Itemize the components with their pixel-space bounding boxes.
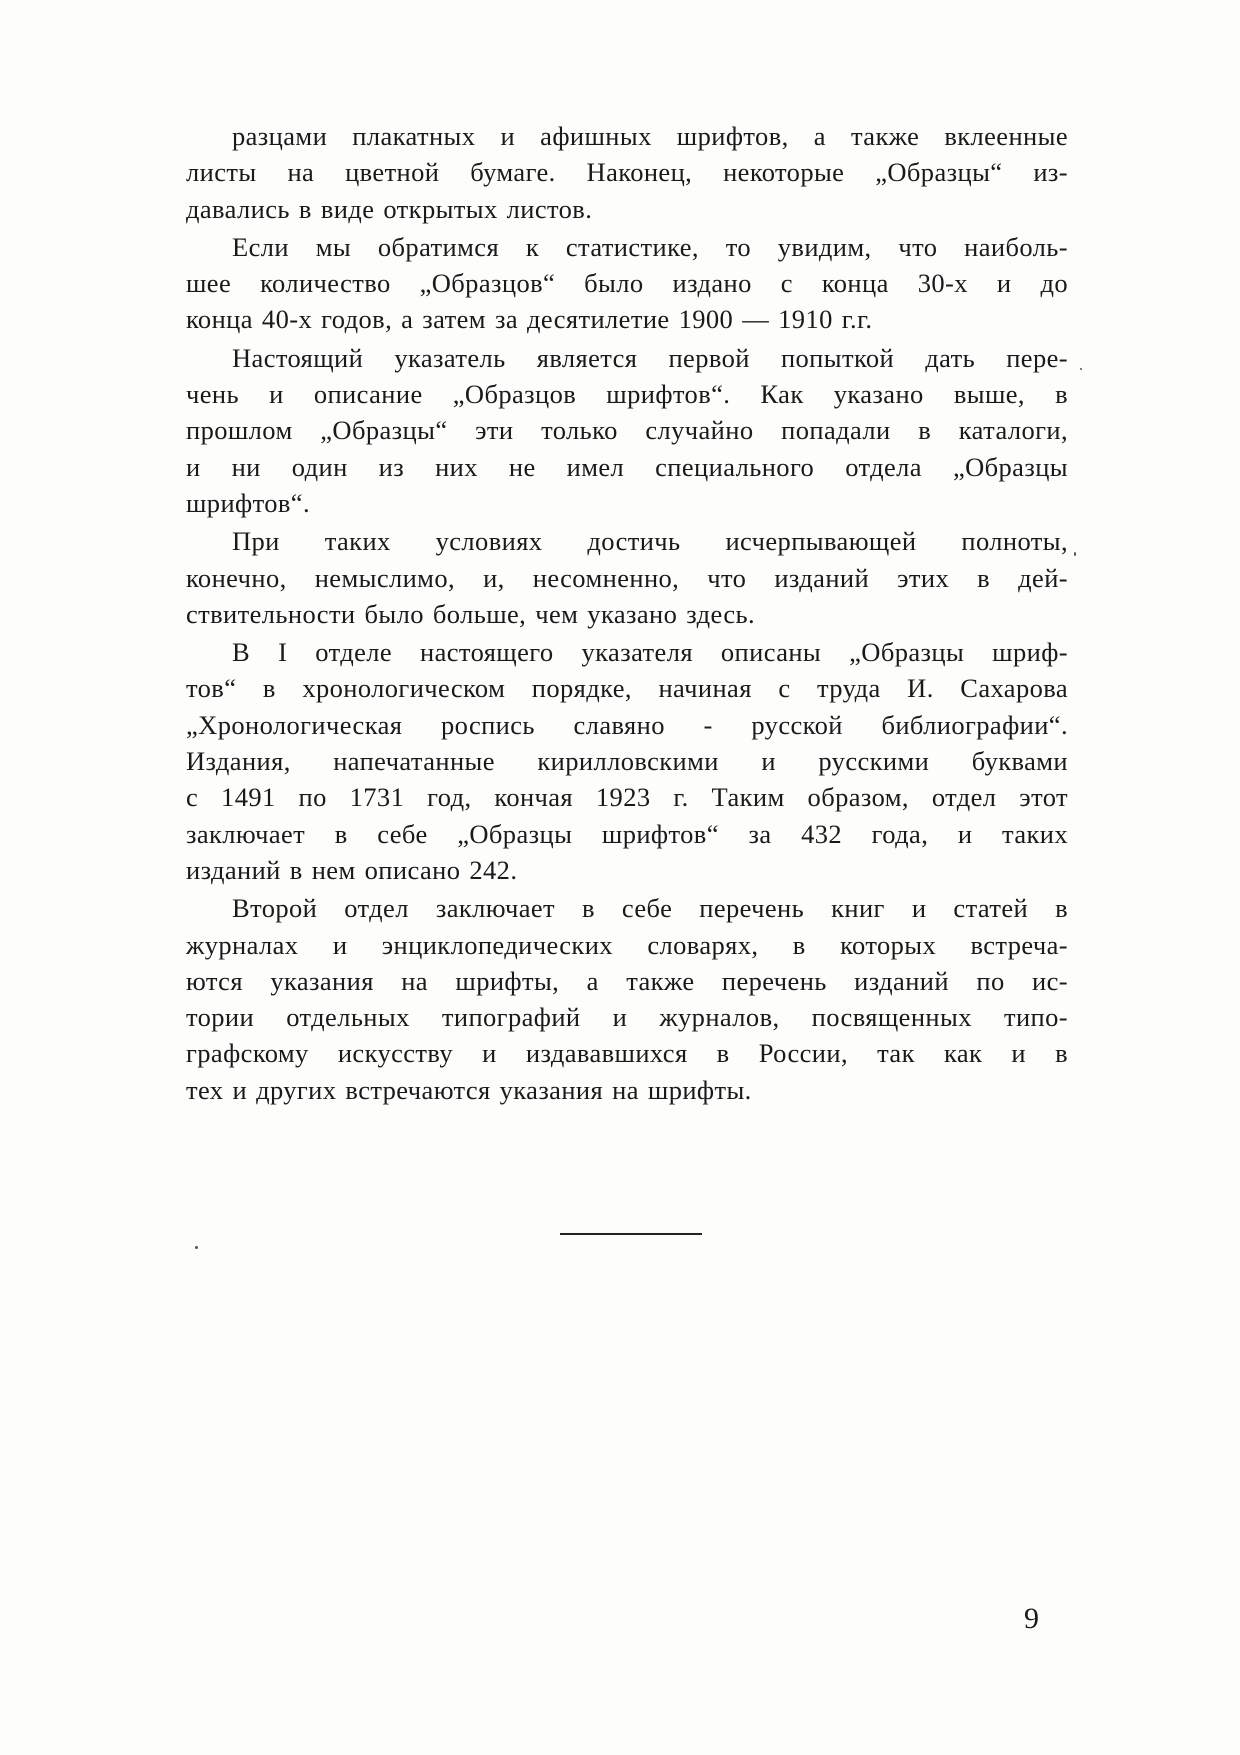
text-line: ются указания на шрифты, а также перечень изданий по ис-: [186, 965, 1068, 996]
text-line: шее количество „Образцов“ было издано с конца 30-х и до: [186, 268, 1068, 299]
text-line: тории отдельных типографий и журналов, посвященных типо-: [186, 1002, 1068, 1033]
text-line: листы на цветной бумаге. Наконец, некоторые „Образцы“ из-: [186, 157, 1068, 188]
text-line: „Хронологическая роспись славяно - русской библиографии“.: [186, 709, 1068, 740]
page-number: 9: [1024, 1602, 1039, 1635]
text-line: заключает в себе „Образцы шрифтов“ за 432 года, и таких: [186, 818, 1068, 849]
text-line: При таких условиях достичь исчерпывающей полноты,: [232, 526, 1068, 557]
text-line: и ни один из них не имел специального отдела „Образцы: [186, 451, 1068, 482]
text-line: прошлом „Образцы“ эти только случайно попадали в каталоги,: [186, 415, 1068, 446]
text-line: чень и описание „Образцов шрифтов“. Как указано выше, в: [186, 379, 1068, 410]
text-line: шрифтов“.: [186, 487, 310, 518]
scan-speck: [195, 1246, 198, 1249]
body-text: [186, 118, 1068, 1108]
text-line: графскому искусству и издававшихся в России, так как и в: [186, 1038, 1068, 1069]
text-line: Настоящий указатель является первой попыткой дать пере-: [232, 342, 1068, 373]
text-line: с 1491 по 1731 год, кончая 1923 г. Таким образом, отдел этот: [186, 782, 1068, 813]
text-line: Издания, напечатанные кирилловскими и русскими буквами: [186, 746, 1068, 777]
text-line: разцами плакатных и афишных шрифтов, а также вклеенные: [232, 121, 1068, 151]
scan-speck: [1080, 368, 1082, 370]
text-line: давались в виде открытых листов.: [186, 193, 593, 224]
section-divider: [560, 1233, 702, 1235]
text-line: изданий в нем описано 242.: [186, 854, 518, 885]
scan-speck: [1074, 552, 1076, 556]
text-line: тов“ в хронологическом порядке, начиная с труда И. Сахарова: [186, 673, 1068, 704]
text-line: журналах и энциклопедических словарях, в которых встреча-: [186, 929, 1068, 960]
text-line: Если мы обратимся к статистике, то увидим, что наиболь-: [232, 231, 1068, 262]
text-line: тех и других встречаются указания на шрифты.: [186, 1074, 752, 1105]
text-line: конечно, немыслимо, и, несомненно, что изданий этих в дей-: [186, 562, 1068, 593]
text-line: ствительности было больше, чем указано здесь.: [186, 598, 756, 629]
text-line: Второй отдел заключает в себе перечень книг и статей в: [232, 893, 1068, 924]
text-line: В I отделе настоящего указателя описаны „Образцы шриф-: [232, 637, 1068, 668]
text-line: конца 40-х годов, а затем за десятилетие 1900 — 1910 г.г.: [186, 304, 873, 335]
